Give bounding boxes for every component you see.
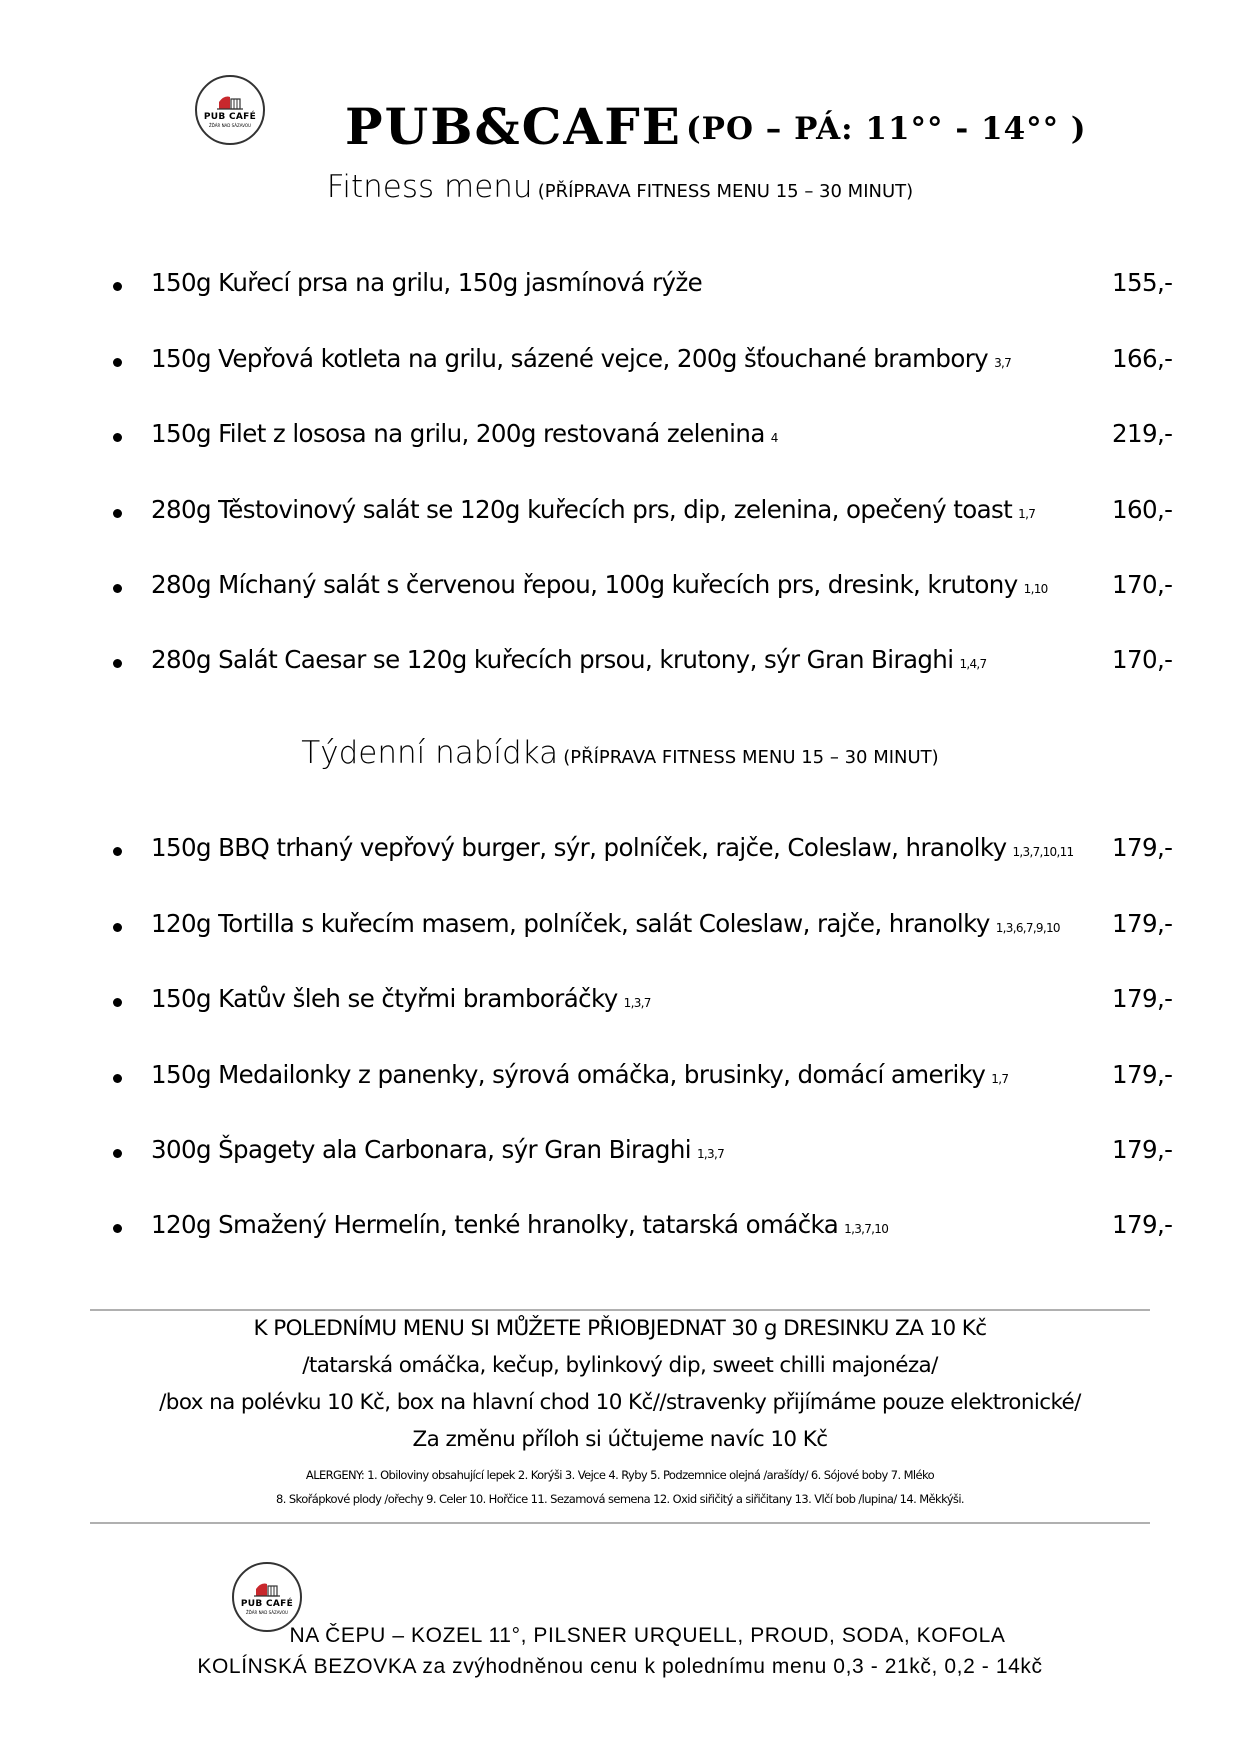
item-name: 150g Filet z lososa na grilu, 200g restovaná zelenina — [151, 419, 765, 448]
allergen-list-2: 8. Skořápkové plody /ořechy 9. Celer 10. Hořčice 11. Sezamová semena 12. Oxid siřičitý a siřičitany 13. Vlčí bob /lupina/ 14. Měkkýši. — [276, 1492, 964, 1506]
bullet-icon — [113, 1224, 122, 1233]
item-price: 160,- — [1112, 495, 1173, 524]
item-price: 179,- — [1112, 1060, 1173, 1089]
item-name: 280g Míchaný salát s červenou řepou, 100g kuřecích prs, dresink, krutony — [151, 570, 1018, 599]
item-name: 150g Kuřecí prsa na grilu, 150g jasmínová rýže — [151, 268, 703, 297]
bullet-icon — [113, 433, 122, 442]
divider-top — [90, 1309, 1150, 1311]
item-allergens: 1,3,7,10 — [844, 1222, 889, 1236]
bottom-logo — [232, 1562, 302, 1632]
item-allergens: 4 — [770, 431, 778, 445]
bullet-icon — [113, 358, 122, 367]
bullet-icon — [113, 847, 122, 856]
weekly-heading-note: (PŘÍPRAVA FITNESS MENU 15 – 30 MINUT) — [563, 747, 939, 768]
allergen-list-1: ALERGENY: 1. Obiloviny obsahující lepek 2. Korýši 3. Vejce 4. Ryby 5. Podzemnice olejná /arašídy/ 6. Sójové boby 7. Mléko — [305, 1468, 935, 1482]
bullet-icon — [113, 282, 122, 291]
item-allergens: 1,3,7 — [623, 996, 651, 1010]
item-allergens: 1,7 — [1018, 507, 1036, 521]
item-price: 179,- — [1112, 984, 1173, 1013]
item-price: 166,- — [1112, 344, 1173, 373]
item-name: 120g Smažený Hermelín, tenké hranolky, tatarská omáčka — [151, 1210, 839, 1239]
divider-bottom — [90, 1522, 1150, 1524]
weekly-item — [0, 1135, 1240, 1175]
item-allergens: 1,3,6,7,9,10 — [995, 921, 1060, 935]
weekly-item — [0, 1210, 1240, 1250]
bullet-icon — [113, 1074, 122, 1083]
building-icon — [253, 1581, 281, 1597]
item-name: 280g Salát Caesar se 120g kuřecích prsou, krutony, sýr Gran Biraghi — [151, 645, 954, 674]
item-name: 150g Katův šleh se čtyřmi bramboráčky — [151, 984, 618, 1013]
dressing-options: /tatarská omáčka, kečup, bylinkový dip, sweet chilli majonéza/ — [302, 1353, 938, 1378]
bullet-icon — [113, 584, 122, 593]
weekly-heading — [0, 735, 1240, 771]
bullet-icon — [113, 923, 122, 932]
weekly-heading-title: Týdenní nabídka — [301, 735, 559, 771]
item-price: 170,- — [1112, 645, 1173, 674]
item-name: 120g Tortilla s kuřecím masem, polníček, salát Coleslaw, rajče, hranolky — [151, 909, 990, 938]
item-allergens: 1,4,7 — [959, 657, 987, 671]
fitness-heading-note: (PŘÍPRAVA FITNESS MENU 15 – 30 MINUT) — [537, 181, 914, 202]
fitness-item — [0, 645, 1240, 685]
box-note: /box na polévku 10 Kč, box na hlavní chod 10 Kč//stravenky přijímáme pouze elektronické/ — [159, 1390, 1081, 1415]
tap-drinks: NA ČEPU – KOZEL 11°, PILSNER URQUELL, PROUD, SODA, KOFOLA — [289, 1624, 1006, 1647]
item-price: 179,- — [1112, 1210, 1173, 1239]
item-price: 179,- — [1112, 833, 1173, 862]
item-price: 170,- — [1112, 570, 1173, 599]
item-allergens: 1,3,7,10,11 — [1012, 845, 1074, 859]
fitness-heading — [0, 169, 1240, 205]
tap-promo: KOLÍNSKÁ BEZOVKA za zvýhodněnou cenu k polednímu menu 0,3 - 21kč, 0,2 - 14kč — [197, 1655, 1043, 1678]
logo-title: PUB CAFÉ — [240, 1599, 294, 1609]
item-name: 150g BBQ trhaný vepřový burger, sýr, polníček, rajče, Coleslaw, hranolky — [151, 833, 1007, 862]
dressing-note: K POLEDNÍMU MENU SI MŮŽETE PŘIOBJEDNAT 30 g DRESINKU ZA 10 Kč — [253, 1316, 987, 1341]
bullet-icon — [113, 998, 122, 1007]
logo-subtitle: ŽĎÁR NAD SÁZAVOU — [209, 123, 251, 128]
weekly-item — [0, 909, 1240, 949]
item-price: 219,- — [1112, 419, 1173, 448]
weekly-item — [0, 984, 1240, 1024]
opening-hours: (PO – PÁ: 11°° - 14°° ) — [686, 111, 1087, 147]
item-allergens: 1,7 — [991, 1072, 1009, 1086]
weekly-item — [0, 833, 1240, 873]
item-name: 280g Těstovinový salát se 120g kuřecích prs, dip, zelenina, opečený toast — [151, 495, 1013, 524]
fitness-item — [0, 570, 1240, 610]
fitness-item — [0, 268, 1240, 308]
fitness-item — [0, 344, 1240, 384]
item-price: 179,- — [1112, 1135, 1173, 1164]
item-allergens: 3,7 — [994, 356, 1012, 370]
side-change-note: Za změnu příloh si účtujeme navíc 10 Kč — [412, 1427, 828, 1452]
item-allergens: 1,3,7 — [697, 1147, 725, 1161]
bullet-icon — [113, 659, 122, 668]
item-allergens: 1,10 — [1023, 582, 1048, 596]
bullet-icon — [113, 509, 122, 518]
bullet-icon — [113, 1149, 122, 1158]
fitness-item — [0, 495, 1240, 535]
logo-subtitle: ŽĎÁR NAD SÁZAVOU — [246, 1610, 288, 1615]
item-name: 150g Vepřová kotleta na grilu, sázené vejce, 200g šťouchané brambory — [151, 344, 989, 373]
logo-title: PUB CAFÉ — [203, 112, 257, 122]
item-name: 150g Medailonky z panenky, sýrová omáčka, brusinky, domácí ameriky — [151, 1060, 986, 1089]
item-price: 179,- — [1112, 909, 1173, 938]
header — [0, 97, 1240, 167]
fitness-item — [0, 419, 1240, 459]
item-price: 155,- — [1112, 268, 1173, 297]
fitness-heading-title: Fitness menu — [326, 169, 533, 205]
item-name: 300g Špagety ala Carbonara, sýr Gran Biraghi — [151, 1135, 691, 1164]
page-title: PUB&CAFE — [345, 97, 682, 156]
weekly-item — [0, 1060, 1240, 1100]
